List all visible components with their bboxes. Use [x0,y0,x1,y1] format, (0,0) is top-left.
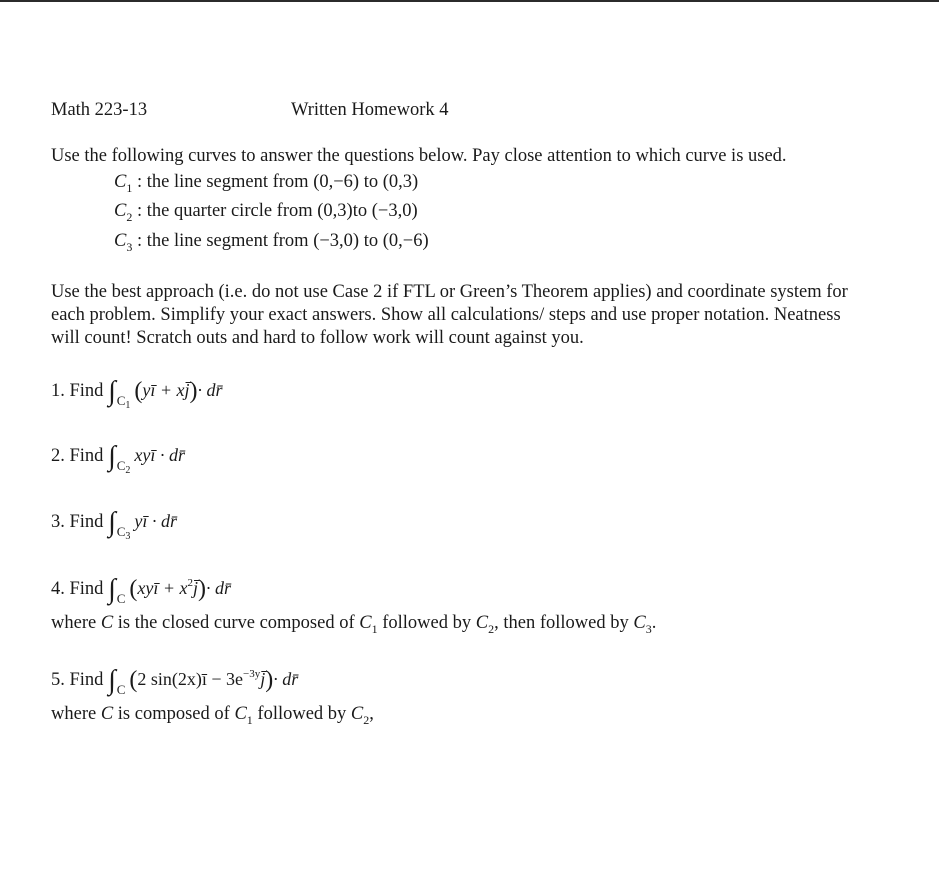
note-curve: C [359,613,372,633]
integral-curve: C [116,591,126,606]
curve-from: (−3,0) [313,231,360,251]
integrand: xyī [134,445,156,465]
problem-3 [51,507,178,542]
intro-text: Use the following curves to answer the questions below. Pay close attention to which curve is used. [51,146,787,166]
top-border-line [0,0,939,2]
note-curve: C [350,704,364,724]
note-text: , [369,704,374,724]
right-paren: ) [189,378,198,404]
dr-vector: · dr̄ [152,511,178,531]
dr-vector: · dr̄ [206,578,232,598]
left-paren: ( [129,576,138,602]
integral-sign: ∫ [108,441,116,472]
integrand-exponent: −3y [243,668,261,680]
integral-curve: C [116,682,126,697]
curve-from: (0,3) [317,201,353,221]
dr-vector: · dr̄ [273,669,299,689]
integral-curve: C1 [116,393,131,411]
note-curve: C [100,704,114,724]
note-text: followed by [382,613,472,633]
curve-subscript: 3 [126,240,133,254]
curve-description: : the line segment from [136,172,309,192]
curve-c3 [114,230,429,253]
note-curve: C [234,704,247,724]
curve-from: (0,−6) [313,172,360,192]
dr-vector: · dr̄ [197,380,223,400]
curve-to-word: to [352,201,368,221]
note-text: is composed of [117,704,230,724]
integral-sign: ∫ [108,376,116,407]
note-text: where [51,704,97,724]
note-subscript: 2 [488,622,495,636]
problem-find: Find [69,579,104,599]
problem-number: 4. [51,579,65,599]
curve-c2 [114,200,418,223]
note-curve: C [475,613,489,633]
integral-sign: ∫ [108,574,116,605]
note-text: . [651,613,657,633]
left-paren: ( [129,667,138,693]
problem-find: Find [69,512,104,532]
problem-find: Find [69,670,104,690]
note-curve: C [100,613,114,633]
note-text: , then followed by [494,613,629,633]
problem-4 [51,574,232,606]
integral-curve: C2 [116,458,131,476]
note-text: where [51,613,97,633]
integrand: yī [134,511,148,531]
left-paren: ( [134,378,143,404]
curve-name: C [114,172,127,192]
dr-vector: · dr̄ [160,445,186,465]
note-curve: C [633,613,646,633]
curve-to: (0,3) [382,172,419,192]
curve-description: : the quarter circle from [136,201,313,221]
curve-to-word: to [363,231,379,251]
problem-number: 3. [51,512,65,532]
curve-to: (0,−6) [382,231,429,251]
problem-number: 1. [51,381,65,401]
note-text: followed by [257,704,347,724]
problem-find: Find [69,381,104,401]
problem-1 [51,376,223,411]
integrand-exponent: 2 [187,577,194,589]
integrand-part-b: j̄ [193,578,199,598]
curve-subscript: 2 [126,210,133,224]
curve-to-word: to [363,172,379,192]
right-paren: ) [198,576,207,602]
problem-find: Find [69,446,104,466]
problem-4-note [51,612,656,635]
curve-description: : the line segment from [136,231,309,251]
curve-c1 [114,171,418,194]
integrand-part-a: 2 sin(2x)ī − 3e [137,669,244,689]
integral-curve: C3 [116,524,131,542]
curve-subscript: 1 [126,181,133,195]
curve-name: C [114,231,127,251]
note-text: is the closed curve composed of [117,613,355,633]
assignment-title: Written Homework 4 [291,100,449,120]
integrand-part-b: j̄ [260,669,266,689]
problem-5-note [51,703,374,726]
integral-sign: ∫ [108,507,116,538]
right-paren: ) [265,667,274,693]
problem-number: 2. [51,446,65,466]
note-subscript: 3 [645,622,652,636]
note-subscript: 1 [246,713,253,727]
curve-name: C [114,201,127,221]
integral-sign: ∫ [108,665,116,696]
problem-2 [51,441,186,476]
note-subscript: 2 [363,713,370,727]
problem-5 [51,665,299,697]
curve-to: (−3,0) [371,201,418,221]
note-subscript: 1 [371,622,378,636]
instructions-paragraph: Use the best approach (i.e. do not use Case 2 if FTL or Green’s Theorem applies) and coordinate system for each problem. Simplify your exact answers. Show all calculations/ steps and use proper notation. Neatness will count! Scratch outs and hard to follow work will count against you. [51,282,848,348]
integrand: yī + xj̄ [142,380,190,400]
course-label: Math 223-13 [51,100,148,120]
integrand-part-a: xyī + x [137,578,188,598]
problem-number: 5. [51,670,65,690]
